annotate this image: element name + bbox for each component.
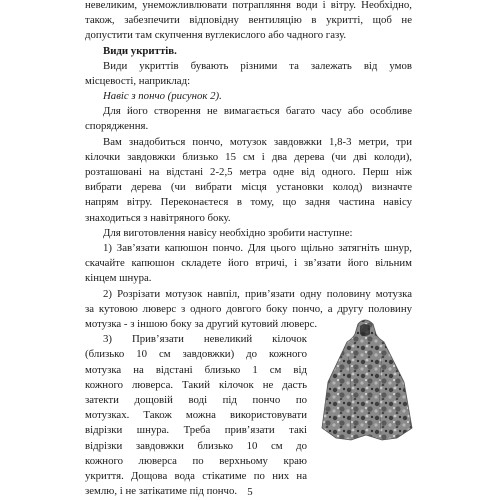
text-line: також, забезпечити відповідну вентиляцію в укритті, щоб не	[85, 14, 412, 26]
text-line: Для його створення не вимагається багато часу або особливе	[103, 105, 412, 117]
text-line: напрям вітру. Переконаєтеся в тому, що задня частина навісу	[85, 196, 412, 208]
text-line: невеликим, унеможливлювати потрапляння води і вітру. Необхідно,	[85, 0, 412, 11]
text-line: місцевості, наприклад:	[85, 75, 191, 87]
text-line: землю, і не затікатиме під пончо.	[85, 485, 238, 497]
text-line: розташовані на відстані 2-2,5 метра одне від одного. Перш ніж	[85, 166, 412, 178]
text-line: знаходиться з навітряного боку.	[85, 212, 231, 224]
poncho-figure	[318, 316, 413, 444]
text-line: мотузках. Також можна використовувати	[85, 409, 307, 421]
text-line: (близько 10 см завдовжки) до кожного	[85, 348, 307, 360]
text-line: кожного люверса по верхньому краю	[85, 455, 307, 467]
text-line: Для виготовлення навісу необхідно зробити наступне:	[103, 227, 353, 239]
list-item: 1) Зав’язати капюшон пончо. Для цього щільно затягніть шнур,	[103, 242, 412, 254]
text-line: кожного люверса. Такий кілочок не дасть	[85, 379, 307, 391]
text-line: допустити там скупчення вуглекислого або чадного газу.	[85, 29, 347, 41]
text-line: Вам знадобиться пончо, мотузок завдовжки 1,8-3 метри, три	[103, 136, 412, 148]
text-line: мотузка - з іншою боку за другий кутовий люверс.	[85, 318, 318, 330]
section-heading: Види укриттів.	[103, 45, 177, 57]
text-line: затекти дощовій воді під пончо по	[85, 394, 307, 406]
text-line: скачайте капюшон складете його втричі, і зв’язати його вільним	[85, 257, 412, 269]
text-line: за кутовою люверс з одного довгого боку пончо, а другу половину	[85, 303, 412, 315]
subsection-heading: Навіс з пончо (рисунок 2).	[103, 90, 222, 102]
page-number: 5	[247, 486, 253, 498]
text-line: Види укриттів бувають різними та залежать від умов	[103, 60, 412, 72]
text-line: відрізки завдовжки близько 10 см до	[85, 440, 307, 452]
text-line: мотузка на відстані близько 1 см від	[85, 364, 307, 376]
text-line: вибрати дерева (чи вибрати місця установки колод) визначте	[85, 181, 412, 193]
text-line: кінцем шнура.	[85, 272, 152, 284]
list-item: 3) Прив’язати невеликий кілочок	[103, 333, 307, 345]
text-line: спорядження.	[85, 120, 149, 132]
text-line: кілочки завдовжки близько 15 см і два дерева (чи дві колоди),	[85, 151, 412, 163]
text-line: укриття. Дощова вода стікатиме по них на	[85, 470, 307, 482]
text-line: відрізки шнура. Треба прив’язати такі	[85, 424, 307, 436]
list-item: 2) Розрізати мотузок навпіл, прив’язати одну половину мотузка	[103, 288, 412, 300]
